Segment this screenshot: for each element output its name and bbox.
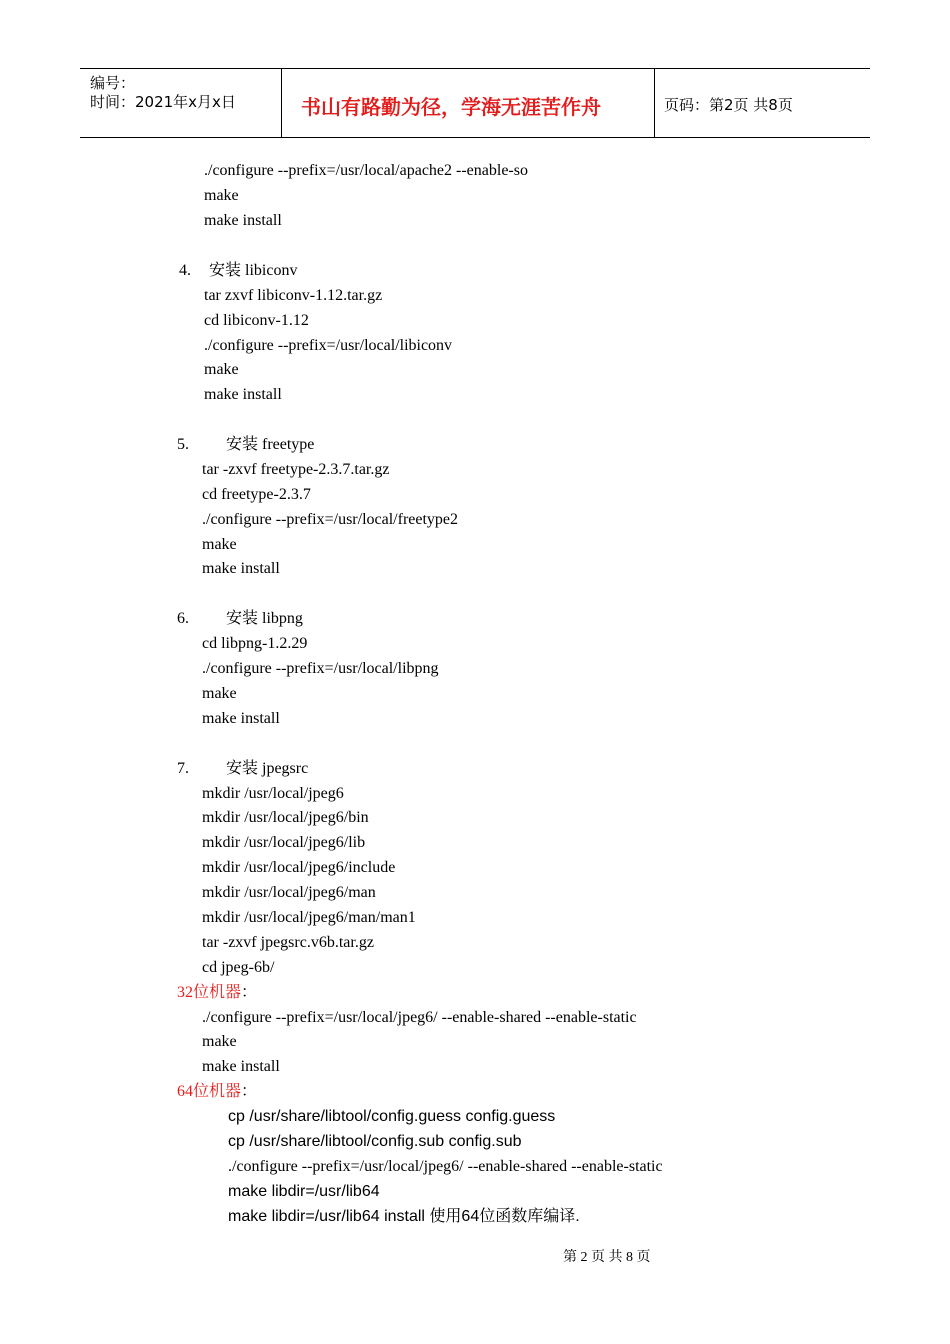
section-number: 5. [177, 436, 189, 453]
code-line: make install [202, 1058, 280, 1075]
section-title: 安装 libpng [226, 610, 303, 627]
number-label: 编号： [90, 74, 136, 92]
code-line: make install [202, 560, 280, 577]
arch-heading-64 [177, 1082, 257, 1102]
arch-heading-32 [177, 983, 257, 1003]
code-line: make [202, 536, 237, 553]
code-line: cd jpeg-6b/ [202, 959, 275, 976]
code-line: cd freetype-2.3.7 [202, 486, 311, 503]
code-line: mkdir /usr/local/jpeg6/man/man1 [202, 909, 416, 926]
code-line: ./configure --prefix=/usr/local/freetype2 [202, 511, 459, 528]
page-footer: 第 2 页 共 8 页 [563, 1250, 651, 1265]
code-line: make install [204, 386, 282, 403]
code-line: mkdir /usr/local/jpeg6/lib [202, 834, 366, 851]
page-label: 页码：第2页 共8页 [664, 96, 793, 114]
code-line: mkdir /usr/local/jpeg6 [202, 785, 344, 802]
header-left-cell [80, 69, 282, 137]
code-line: tar -zxvf jpegsrc.v6b.tar.gz [202, 934, 374, 951]
section-title: 安装 libiconv [209, 262, 298, 279]
arch-heading-32-colon: ： [241, 984, 258, 1001]
code-line: cd libpng-1.2.29 [202, 635, 308, 652]
header-right-cell [655, 69, 870, 137]
code-line: mkdir /usr/local/jpeg6/include [202, 859, 396, 876]
code-line: make install [202, 710, 280, 727]
code-line: mkdir /usr/local/jpeg6/man [202, 884, 376, 901]
code-line: ./configure --prefix=/usr/local/jpeg6/ --enable-shared --enable-static [228, 1158, 663, 1175]
section-title: 安装 jpegsrc [226, 760, 309, 777]
arch-heading-64-colon: ： [241, 1083, 258, 1100]
code-line: make libdir=/usr/lib64 [228, 1183, 380, 1200]
code-line: make [204, 187, 239, 204]
code-line: cp /usr/share/libtool/config.guess config.guess [228, 1108, 556, 1125]
code-line: make libdir=/usr/lib64 install 使用64位函数库编译. [228, 1208, 580, 1225]
code-line: cp /usr/share/libtool/config.sub config.sub [228, 1133, 522, 1150]
code-line: ./configure --prefix=/usr/local/libiconv [204, 337, 453, 354]
section-number: 4. [179, 262, 191, 279]
section-number: 6. [177, 610, 189, 627]
section-number: 7. [177, 760, 189, 777]
section-title: 安装 freetype [226, 436, 315, 453]
code-line: tar -zxvf freetype-2.3.7.tar.gz [202, 461, 390, 478]
page-header [80, 68, 870, 138]
time-label: 时间：2021年x月x日 [90, 93, 236, 111]
code-line: make [204, 361, 239, 378]
motto: 书山有路勤为径，学海无涯苦作舟 [301, 95, 601, 119]
header-center-cell [281, 69, 655, 137]
code-line: make install [204, 212, 282, 229]
code-line: make [202, 1033, 237, 1050]
code-line: ./configure --prefix=/usr/local/apache2 --enable-so [204, 162, 528, 179]
code-line: ./configure --prefix=/usr/local/libpng [202, 660, 439, 677]
arch-heading-32-text: 32位机器 [177, 984, 242, 1001]
arch-heading-64-text: 64位机器 [177, 1083, 242, 1100]
code-line: mkdir /usr/local/jpeg6/bin [202, 809, 369, 826]
code-line: ./configure --prefix=/usr/local/jpeg6/ --enable-shared --enable-static [202, 1009, 637, 1026]
code-line: cd libiconv-1.12 [204, 312, 309, 329]
code-line: make [202, 685, 237, 702]
code-line: tar zxvf libiconv-1.12.tar.gz [204, 287, 383, 304]
